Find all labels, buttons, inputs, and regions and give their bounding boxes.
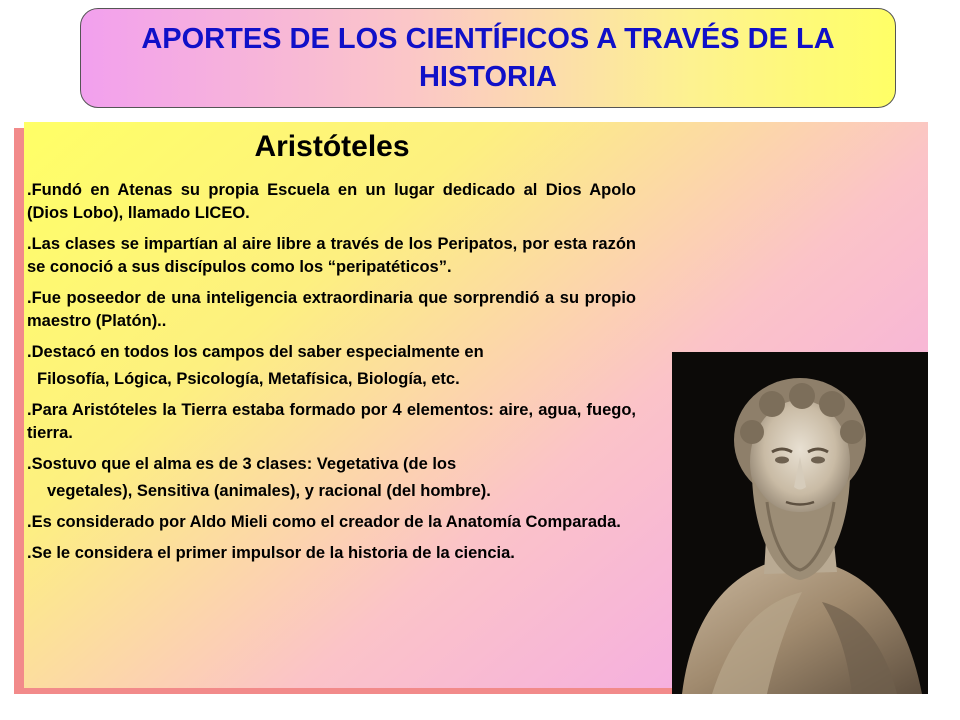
aristotle-bust-image: [672, 352, 928, 694]
paragraph: .Fue poseedor de una inteligencia extraordinaria que sorprendió a su propio maestro (Platón)..: [27, 289, 636, 330]
paragraph: .Para Aristóteles la Tierra estaba formado por 4 elementos: aire, agua, fuego, tierra.: [27, 401, 636, 442]
content-text: [27, 179, 636, 573]
paragraph: .Destacó en todos los campos del saber especialmente en: [27, 343, 484, 361]
paragraph: .Las clases se impartían al aire libre a través de los Peripatos, por esta razón se conoció a sus discípulos como los “peripatéticos”.: [27, 235, 636, 276]
paragraph: vegetales), Sensitiva (animales), y racional (del hombre).: [47, 482, 491, 500]
paragraph: .Es considerado por Aldo Mieli como el creador de la Anatomía Comparada.: [27, 513, 621, 531]
paragraph: .Se le considera el primer impulsor de la historia de la ciencia.: [27, 544, 515, 562]
title-banner: [80, 8, 896, 108]
paragraph: Filosofía, Lógica, Psicología, Metafísica, Biología, etc.: [37, 370, 460, 388]
section-heading: Aristóteles: [254, 130, 410, 163]
paragraph: .Sostuvo que el alma es de 3 clases: Vegetativa (de los: [27, 455, 457, 473]
paragraph: .Fundó en Atenas su propia Escuela en un lugar dedicado al Dios Apolo (Dios Lobo), llamado LICEO.: [27, 181, 636, 222]
slide-title: APORTES DE LOS CIENTÍFICOS A TRAVÉS DE LA HISTORIA: [141, 23, 835, 93]
